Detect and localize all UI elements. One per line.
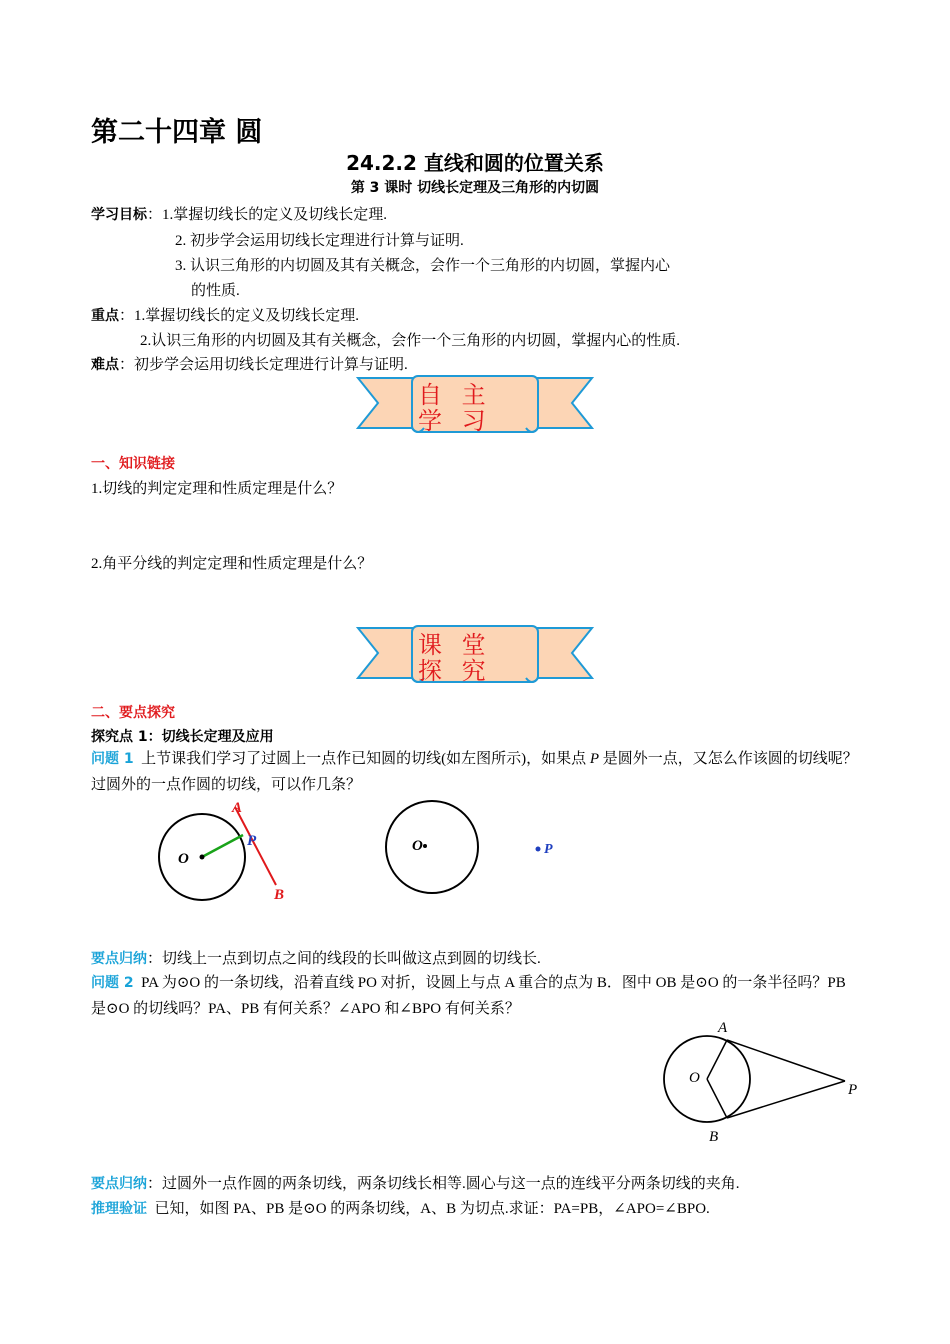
banner-self-study-text: 自 主 学 习 [418,381,492,435]
chapter-title: 第二十四章 圆 [91,117,263,148]
radius-ob [707,1079,727,1118]
banner-class-explore-text: 课 堂 探 究 [418,631,492,685]
label-a-fig3: A [718,1020,728,1036]
difficulty-line: 难点：初步学会运用切线长定理进行计算与证明. [91,357,408,373]
label-a-fig1: A [232,800,243,816]
label-o-fig1: O [178,851,189,867]
question-2: 2.角平分线的判定定理和性质定理是什么？ [91,556,373,572]
problem-2: 问题 2 PA 为⊙O 的一条切线，沿着直线 PO 对折，设圆上与点 A 重合的点为 B．图中 OB 是⊙O 的一条半径吗？PB 是⊙O 的切线吗？PA、PB 有何关系？∠APO 和∠BPO 有何关系？ [91,975,846,1017]
objectives-line-1: 学习目标：1.掌握切线长的定义及切线长定理. [91,207,388,223]
circle-o-fig2 [386,801,478,893]
figure-two-tangents [655,1015,870,1147]
banner-self-study [356,374,594,436]
question-1: 1.切线的判定定理和性质定理是什么？ [91,481,343,497]
keypoints-line-2: 2.认识三角形的内切圆及其有关概念，会作一个三角形的内切圆，掌握内心的性质. [140,333,681,349]
section1-heading: 一、知识链接 [91,456,175,472]
summary-1: 要点归纳：切线上一点到切点之间的线段的长叫做这点到圆的切线长. [91,951,541,967]
problem-1: 问题 1 上节课我们学习了过圆上一点作已知圆的切线(如左图所示)，如果点 P 是圆外一点，又怎么作该圆的切线呢？过圆外的一点作圆的切线，可以作几条？ [91,751,858,793]
lesson-title: 第 3 课时 切线长定理及三角形的内切圆 [350,180,600,196]
summary-2: 要点归纳：过圆外一点作圆的两条切线，两条切线长相等.圆心与这一点的连线平分两条切线的夹角. [91,1176,740,1192]
label-o-fig2: O [412,838,423,854]
figure-tangent-construction [140,800,580,908]
section-title: 24.2.2 直线和圆的位置关系 [346,151,604,175]
banner-class-explore [356,624,594,686]
radius-oa [707,1040,727,1079]
label-p-fig3: P [848,1082,858,1098]
tangent-pa [727,1040,845,1081]
objectives-line-4: 的性质. [191,283,240,299]
objectives-line-2: 2. 初步学会运用切线长定理进行计算与证明. [175,233,464,249]
radius-op [202,835,243,857]
section2-heading: 二、要点探究 [91,705,175,721]
label-o-fig3: O [689,1070,700,1086]
label-p-fig2: P [544,842,553,857]
label-b-fig3: B [709,1129,719,1145]
explore-point-1: 探究点 1：切线长定理及应用 [91,729,274,745]
objectives-line-3: 3. 认识三角形的内切圆及其有关概念，会作一个三角形的内切圆，掌握内心 [175,258,671,274]
label-b-fig1: B [274,887,285,903]
label-p-fig1: P [247,833,257,849]
proof-verification: 推理验证 已知，如图 PA、PB 是⊙O 的两条切线，A、B 为切点.求证：PA=PB，∠APO=∠BPO. [91,1201,710,1217]
keypoints-line-1: 重点：1.掌握切线长的定义及切线长定理. [91,308,360,324]
